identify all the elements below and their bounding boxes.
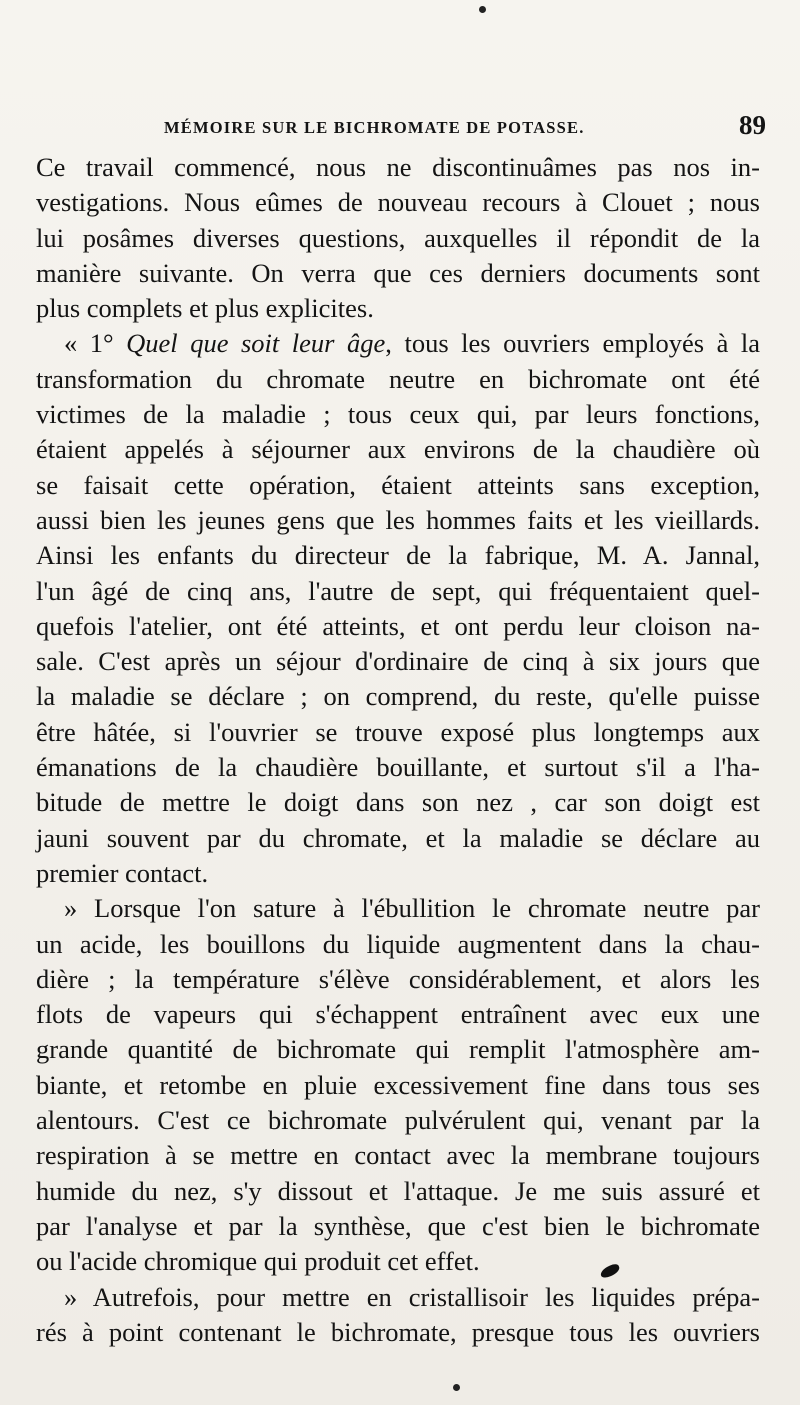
print-speck-top [479, 6, 486, 13]
text-line-33: » Autrefois, pour mettre en cristallisoir les liquides prépa- [64, 1281, 760, 1312]
text-line-19: bitude de mettre le doigt dans son nez , car son doigt est [36, 787, 760, 818]
text-line-29: respiration à se mettre en contact avec la membrane toujours [36, 1140, 760, 1171]
text-line-7: transformation du chromate neutre en bichromate ont été [36, 363, 760, 394]
text-line-15: sale. C'est après un séjour d'ordinaire de cinq à six jours que [36, 646, 760, 677]
text-line-31: par l'analyse et par la synthèse, que c'est bien le bichromate [36, 1210, 760, 1241]
print-speck-bottom [453, 1384, 460, 1391]
text-line-21: premier contact. [36, 857, 209, 888]
running-title: MÉMOIRE SUR LE BICHROMATE DE POTASSE. [164, 118, 585, 137]
text-line-5: plus complets et plus explicites. [36, 293, 374, 324]
text-line-22: » Lorsque l'on sature à l'ébullition le chromate neutre par [64, 893, 760, 924]
text-line-12: Ainsi les enfants du directeur de la fabrique, M. A. Jannal, [36, 540, 760, 571]
text-line-11: aussi bien les jeunes gens que les hommes faits et les vieillards. [36, 504, 760, 535]
text-line-18: émanations de la chaudière bouillante, et surtout s'il a l'ha- [36, 752, 760, 783]
text-line-34: rés à point contenant le bichromate, presque tous les ouvriers [36, 1316, 760, 1347]
text-line-23: un acide, les bouillons du liquide augmentent dans la chau- [36, 928, 760, 959]
text-line-24: dière ; la température s'élève considérablement, et alors les [36, 963, 760, 994]
text-line-1: Ce travail commencé, nous ne discontinuâmes pas nos in- [36, 152, 760, 182]
text-line-28: alentours. C'est ce bichromate pulvérulent qui, venant par la [36, 1105, 760, 1136]
text-line-9: étaient appelés à séjourner aux environs de la chaudière où [36, 434, 760, 465]
text-line-26: grande quantité de bichromate qui remplit l'atmosphère am- [36, 1034, 760, 1065]
page-number: 89 [739, 110, 766, 140]
text-line-4: manière suivante. On verra que ces derniers documents sont [36, 257, 760, 288]
text-line-2: vestigations. Nous eûmes de nouveau recours à Clouet ; nous [36, 187, 760, 218]
text-line-17: être hâtée, si l'ouvrier se trouve exposé plus longtemps aux [36, 716, 760, 747]
text-line-13: l'un âgé de cinq ans, l'autre de sept, qui fréquentaient quel- [36, 575, 760, 606]
italic-phrase: Quel que soit leur âge [126, 328, 386, 359]
text-line-8: victimes de la maladie ; tous ceux qui, par leurs fonctions, [36, 399, 760, 430]
text-line-16: la maladie se déclare ; on comprend, du reste, qu'elle puisse [36, 681, 760, 712]
text-line-27: biante, et retombe en pluie excessivement fine dans tous ses [36, 1069, 760, 1100]
text-line-25: flots de vapeurs qui s'échappent entraînent avec eux une [36, 999, 760, 1030]
body-text [36, 150, 760, 1350]
text-line-32: ou l'acide chromique qui produit cet effet. [36, 1246, 480, 1277]
text-line-30: humide du nez, s'y dissout et l'attaque. Je me suis assuré et [36, 1175, 760, 1206]
text-line-14: quefois l'atelier, ont été atteints, et ont perdu leur cloison na- [36, 610, 760, 641]
text-line-3: lui posâmes diverses questions, auxquelles il répondit de la [36, 222, 760, 253]
text-line-6: « 1° Quel que soit leur âge, tous les ouvriers employés à la [64, 328, 760, 359]
text-line-20: jauni souvent par du chromate, et la maladie se déclare au [36, 822, 760, 853]
page-header [40, 110, 766, 146]
text-line-10: se faisait cette opération, étaient atteints sans exception, [36, 469, 760, 500]
